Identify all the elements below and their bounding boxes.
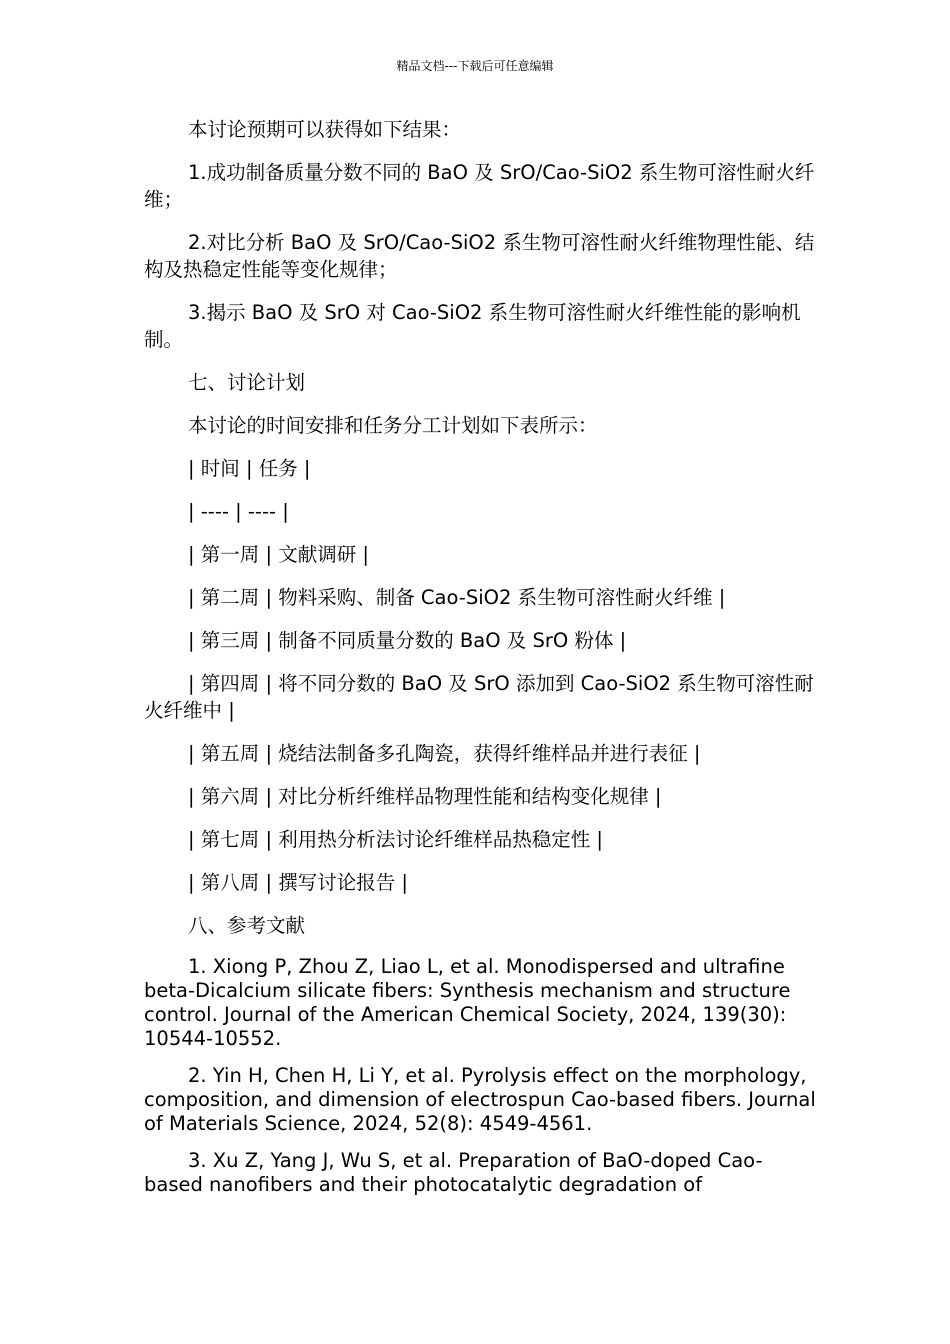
reference-item-3: 3. Xu Z, Yang J, Wu S, et al. Preparation of BaO-doped Cao-based nanofibers and their photocatalytic degradation of xyxy=(144,1149,763,1196)
table-line-week-6: | 第六周 | 对比分析纤维样品物理性能和结构变化规律 | xyxy=(188,785,662,808)
table-line-header: | 时间 | 任务 | xyxy=(188,457,311,480)
table-line-week-7: | 第七周 | 利用热分析法讨论纤维样品热稳定性 | xyxy=(188,828,604,851)
document-body xyxy=(144,116,816,1210)
paragraph-result-1: 1.成功制备质量分数不同的 BaO 及 SrO/Cao-SiO2 系生物可溶性耐火纤维； xyxy=(144,161,815,211)
table-line-week-4: | 第四周 | 将不同分数的 BaO 及 SrO 添加到 Cao-SiO2 系生物可溶性耐火纤维中 | xyxy=(144,672,814,722)
section-heading-references: 八、参考文献 xyxy=(188,914,306,937)
table-line-separator: | ---- | ---- | xyxy=(188,500,289,523)
paragraph-result-2: 2.对比分析 BaO 及 SrO/Cao-SiO2 系生物可溶性耐火纤维物理性能、结构及热稳定性能等变化规律； xyxy=(144,231,815,281)
paragraph-expected-results-intro: 本讨论预期可以获得如下结果： xyxy=(188,118,462,141)
table-line-week-1: | 第一周 | 文献调研 | xyxy=(188,543,370,566)
reference-item-1: 1. Xiong P, Zhou Z, Liao L, et al. Monodispersed and ultrafine beta-Dicalcium silicate fibers: Synthesis mechanism and structure control. Journal of the American Chemical Society, 2024, 139(30): 10544-10552. xyxy=(144,955,791,1050)
table-line-week-8: | 第八周 | 撰写讨论报告 | xyxy=(188,871,409,894)
paragraph-plan-intro: 本讨论的时间安排和任务分工计划如下表所示： xyxy=(188,414,598,437)
table-line-week-3: | 第三周 | 制备不同质量分数的 BaO 及 SrO 粉体 | xyxy=(188,629,627,652)
table-line-week-5: | 第五周 | 烧结法制备多孔陶瓷，获得纤维样品并进行表征 | xyxy=(188,742,701,765)
reference-item-2: 2. Yin H, Chen H, Li Y, et al. Pyrolysis effect on the morphology, composition, and dimension of electrospun Cao-based fibers. Journal of Materials Science, 2024, 52(8): 4549-4561. xyxy=(144,1064,816,1135)
paragraph-result-3: 3.揭示 BaO 及 SrO 对 Cao-SiO2 系生物可溶性耐火纤维性能的影响机制。 xyxy=(144,301,801,351)
page-header: 精品文档---下载后可任意编辑 xyxy=(396,59,554,73)
table-line-week-2: | 第二周 | 物料采购、制备 Cao-SiO2 系生物可溶性耐火纤维 | xyxy=(188,586,726,609)
section-heading-plan: 七、讨论计划 xyxy=(188,371,306,394)
